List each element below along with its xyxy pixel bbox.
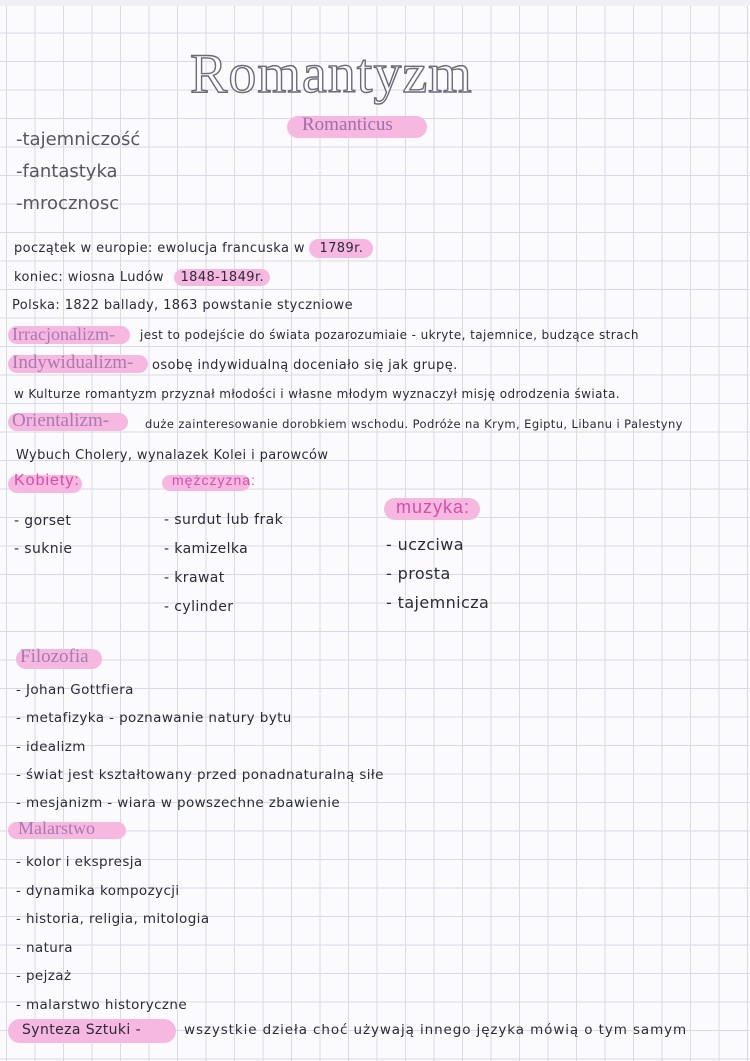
philosophy-item: - Johan Gottfiera [16,682,134,698]
orient-text: duże zainteresowanie dorobkiem wschodu. Podróże na Krym, Egiptu, Libanu i Palestyny [145,417,683,431]
women-item: - suknie [14,541,73,557]
irrational-text: jest to podejście do świata pozarozumiaie - ukryte, tajemnice, budzące strach [140,328,639,342]
music-item: - prosta [386,564,451,583]
painting-item: - natura [16,939,73,956]
feature-item: -mrocznosc [16,193,120,214]
poland-line: Polska: 1822 ballady, 1863 powstanie styczniowe [12,298,353,313]
men-item: - krawat [164,570,225,586]
philosophy-item: - świat jest kształtowany przed ponadnaturalną siłe [16,766,384,783]
start-line: początek w europie: ewolucja francuska w 1789r. [14,241,373,256]
men-list [164,506,283,622]
men-item: - kamizelka [164,541,249,557]
philosophy-item: - idealizm [16,738,86,755]
painting-item: - kolor i ekspresja [16,854,143,870]
women-heading: Kobiety: [14,472,80,489]
page-top-edge [0,0,750,6]
men-item: - surdut lub frak [164,512,284,528]
philosophy-heading: Filozofia [20,646,89,667]
philosophy-list [16,676,384,817]
feature-item: -fantastyka [16,161,118,182]
orient-term: Orientalizm- [12,410,110,431]
painting-heading: Malarstwo [18,818,95,838]
individual-text: osobę indywidualną doceniało się jak grupę. [152,358,458,373]
feature-item: -tajemniczość [16,129,141,150]
end-line: koniec: wiosna Ludów 1848-1849r. [14,270,270,285]
men-heading: mężczyzna: [172,472,256,488]
features-list [16,124,140,220]
end-year: 1848-1849r. [174,269,270,286]
painting-list [16,848,210,1019]
cholera-line: Wybuch Cholery, wynalazek Kolei i parowców [16,448,329,463]
painting-item: - malarstwo historyczne [16,996,188,1013]
men-item: - cylinder [164,599,234,615]
music-list [386,530,489,617]
philosophy-item: - mesjanizm - wiara w powszechne zbawienie [16,795,341,812]
culture-line: w Kulturze romantyzm przyznał młodości i własne młodym wyznaczył misję odrodzenia świata. [14,387,620,401]
women-item: - gorset [14,513,72,529]
music-heading: muzyka: [396,497,471,517]
philosophy-item: - metafizyka - poznawanie natury bytu [16,710,292,727]
synthesis-text: wszystkie dzieła choć używają innego języka mówią o tym samym [184,1022,688,1038]
women-list [14,507,72,563]
subtitle: Romanticus [302,114,393,135]
individual-term: Indywidualizm- [12,352,134,373]
start-year: 1789r. [309,239,373,258]
painting-item: - historia, religia, mitologia [16,911,210,927]
music-item: - tajemnicza [386,593,490,612]
irrational-term: Irracjonalizm- [12,324,115,344]
page-title: Romantyzm [190,43,473,105]
music-item: - uczciwa [386,535,464,554]
synthesis-term: Synteza Sztuki - [22,1022,142,1038]
painting-item: - dynamika kompozycji [16,882,180,899]
painting-item: - pejzaż [16,968,72,984]
